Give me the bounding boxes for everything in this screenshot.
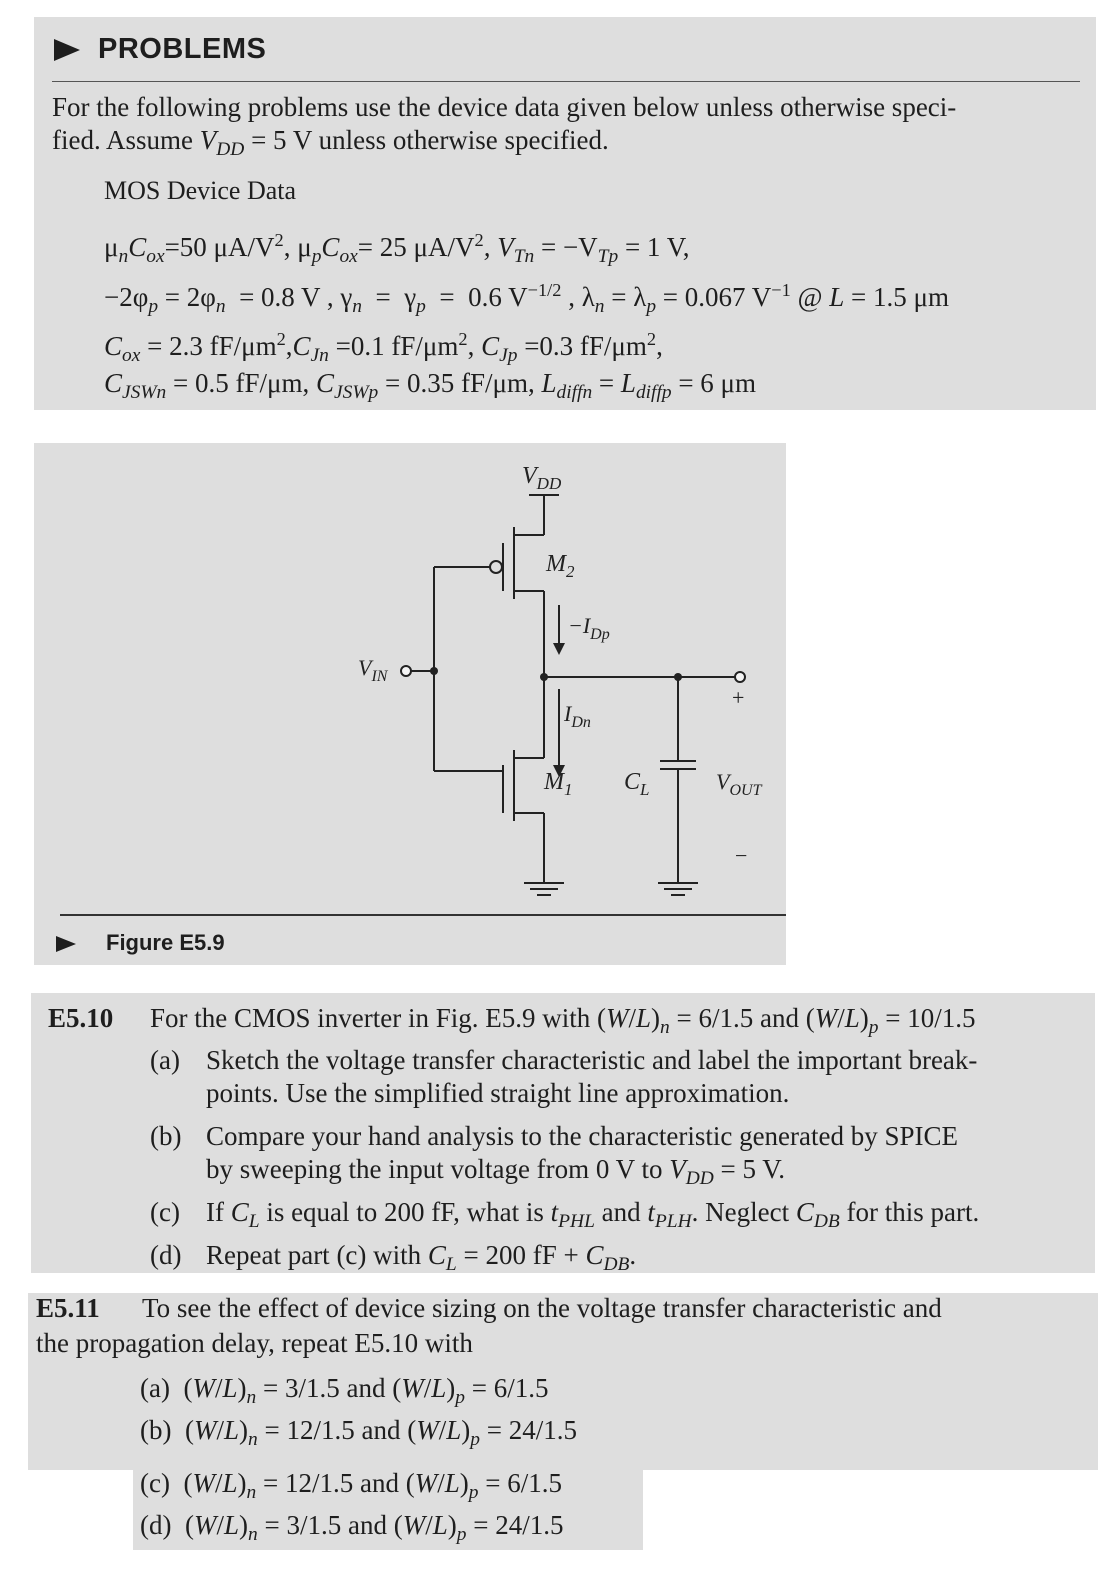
vout-terminal <box>735 672 745 682</box>
device-data-line-2: $-2\varphi_p = 2\varphi_n = 0.8$ V , $\gamma_n = \gamma_p = 0.6$ $V^{-1/2}$ , $\lambda_n = \lambda_p = 0.067$ $V^{-1}$ @ L = 1.5 μm <box>104 280 949 317</box>
e510-b-line2: by sweeping the input voltage from 0 V to $V_{DD} = 5$ V. <box>206 1154 786 1189</box>
device-data-line-1: $\mu_nC_{ox}=50$ $\mu A/V^2$, $\mu_pC_{ox}= 25$ $\mu A/V^2$, $V_{Tn} = -V_{Tp} = 1$ V, <box>104 230 690 267</box>
e511-item-b: (b) $(W/L)_n = 12/1.5$ and $(W/L)_p = 24/1.5$ <box>140 1415 577 1450</box>
idp-label: $-I_{Dp}$ <box>568 613 610 643</box>
device-data-line-4: $C_{JSWn} = 0.5$ fF/μm, $C_{JSWp} = 0.35$ fF/μm, $L_{diffn} = L_{diffp} = 6$ μm <box>104 368 757 403</box>
e511-item-d: (d) $(W/L)_n = 3/1.5$ and $(W/L)_p = 24/1.5$ <box>140 1510 564 1545</box>
e510-c-text: If $C_L$ is equal to 200 fF, what is $t_{PHL}$ and $t_{PLH}$. Neglect $C_{DB}$ for this part. <box>206 1197 980 1232</box>
e510-stem: For the CMOS inverter in Fig. E5.9 with $(W/L)_n = 6/1.5$ and $(W/L)_p = 10/1.5$ <box>150 1003 976 1038</box>
m2-label: $M_2$ <box>546 551 575 581</box>
plus-label: + <box>732 685 745 710</box>
m2-gate-bubble <box>490 561 502 573</box>
e510-a-label: (a) <box>150 1045 180 1075</box>
vin-label: $V_{IN}$ <box>358 655 388 685</box>
figure-caption: Figure E5.9 <box>56 930 225 956</box>
device-data-title: MOS Device Data <box>104 176 297 205</box>
heading-rule <box>52 81 1080 82</box>
minus-label: − <box>735 843 748 868</box>
section-heading: PROBLEMS <box>54 33 266 66</box>
vin-terminal <box>401 666 411 676</box>
cl-label: $C_L$ <box>624 769 650 799</box>
vdd-label: $V_{DD}$ <box>522 463 562 493</box>
e511-line2: the propagation delay, repeat E5.10 with <box>36 1328 473 1358</box>
e510-d-label: (d) <box>150 1240 182 1270</box>
device-data-line-3: $C_{ox} = 2.3$ $fF/\mu m^2,C_{Jn} =0.1$ $fF/\mu m^2$, $C_{Jp} =0.3$ $fF/\mu m^2$, <box>104 329 663 366</box>
cmos-inverter-schematic <box>34 443 786 965</box>
e511-number: E5.11 <box>36 1293 100 1323</box>
e510-b-label: (b) <box>150 1121 182 1151</box>
intro-line-2: fied. Assume $V_{DD} = 5$ V unless otherwise specified. <box>52 125 609 160</box>
m1-label: $M_1$ <box>544 769 573 799</box>
e510-c-label: (c) <box>150 1197 180 1227</box>
idn-label: $I_{Dn}$ <box>564 701 591 731</box>
e510-a-line1: Sketch the voltage transfer characteristic and label the important break- <box>206 1045 978 1075</box>
vout-label: $V_{OUT}$ <box>716 769 762 799</box>
e510-b-line1: Compare your hand analysis to the characteristic generated by SPICE <box>206 1121 959 1151</box>
heading-arrow-icon <box>54 39 80 61</box>
caption-arrow-icon <box>56 936 76 952</box>
e510-d-text: Repeat part (c) with $C_L = 200$ fF + $C_{DB}$. <box>206 1240 637 1275</box>
e510-a-line2: points. Use the simplified straight line approximation. <box>206 1078 790 1108</box>
e511-item-a: (a) $(W/L)_n = 3/1.5$ and $(W/L)_p = 6/1.5$ <box>140 1373 549 1408</box>
intro-line-1: For the following problems use the device data given below unless otherwise speci- <box>52 92 957 122</box>
e510-number: E5.10 <box>48 1003 114 1033</box>
e511-line1: To see the effect of device sizing on the voltage transfer characteristic and <box>142 1293 942 1323</box>
e511-item-c: (c) $(W/L)_n = 12/1.5$ and $(W/L)_p = 6/1.5$ <box>140 1468 562 1503</box>
